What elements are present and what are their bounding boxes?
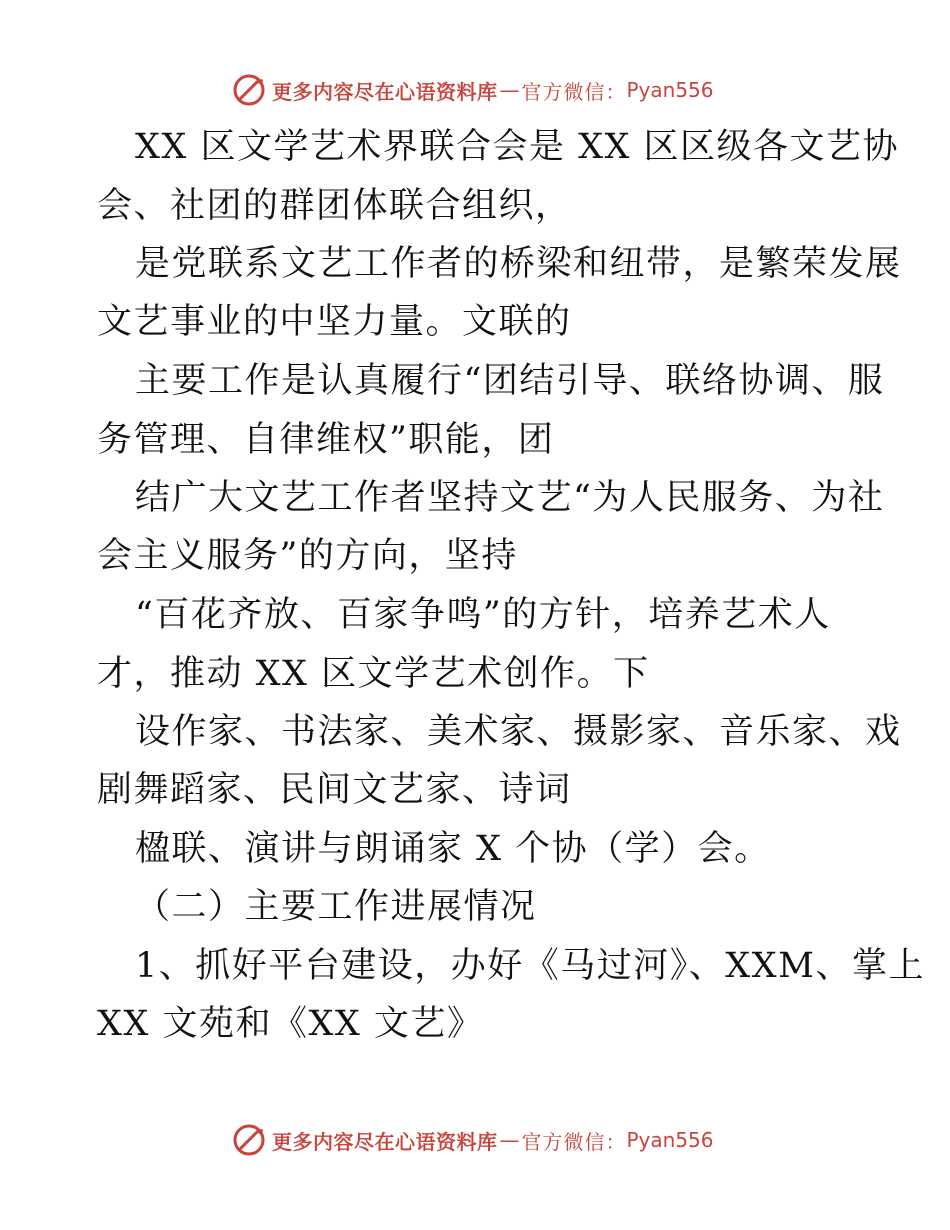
- paragraph-3-line-1: 主要工作是认真履行“团结引导、联络协调、服: [135, 361, 885, 401]
- paragraph-3-line-2: 务管理、自律维权”职能，团: [97, 420, 555, 460]
- paragraph-4-line-1: 结广大文艺工作者坚持文艺“为人民服务、为社: [135, 478, 885, 518]
- header-watermark: [232, 70, 714, 110]
- quill-logo-icon: [232, 73, 266, 107]
- watermark-main-text: 更多内容尽在心语资料库: [272, 79, 498, 104]
- paragraph-5-line-1: “百花齐放、百家争鸣”的方针，培养艺术人: [135, 595, 831, 635]
- paragraph-4-line-2: 会主义服务”的方向，坚持: [97, 536, 518, 576]
- paragraph-9-line-1: 1、抓好平台建设，办好《马过河》、XXM、掌上: [135, 946, 925, 986]
- paragraph-2-line-2: 文艺事业的中坚力量。文联的: [97, 302, 572, 342]
- watermark-wechat-label: 官方微信：: [521, 79, 627, 104]
- watermark-wechat-id: Pyan556: [626, 1128, 714, 1152]
- section-heading: （二）主要工作进展情况: [135, 887, 537, 927]
- paragraph-1-line-2: 会、社团的群团体联合组织，: [97, 186, 572, 226]
- watermark-separator: —: [499, 1128, 520, 1152]
- paragraph-1-line-1: XX 区文学艺术界联合会是 XX 区区级各文艺协: [135, 127, 900, 167]
- watermark-wechat-id: Pyan556: [626, 78, 714, 102]
- paragraph-5-line-2: 才，推动 XX 区文学艺术创作。下: [97, 654, 650, 694]
- quill-logo-icon: [232, 1123, 266, 1157]
- paragraph-2-line-1: 是党联系文艺工作者的桥梁和纽带，是繁荣发展: [135, 244, 902, 284]
- footer-watermark: [232, 1120, 714, 1160]
- paragraph-6-line-1: 设作家、书法家、美术家、摄影家、音乐家、戏: [135, 712, 902, 752]
- watermark-wechat-label: 官方微信：: [521, 1129, 627, 1154]
- paragraph-6-line-2: 剧舞蹈家、民间文艺家、诗词: [97, 770, 572, 810]
- paragraph-7-line-1: 楹联、演讲与朗诵家 X 个协（学）会。: [135, 829, 771, 869]
- watermark-main-text: 更多内容尽在心语资料库: [272, 1129, 498, 1154]
- watermark-separator: —: [499, 78, 520, 102]
- paragraph-9-line-2: XX 文苑和《XX 文艺》: [97, 1004, 484, 1044]
